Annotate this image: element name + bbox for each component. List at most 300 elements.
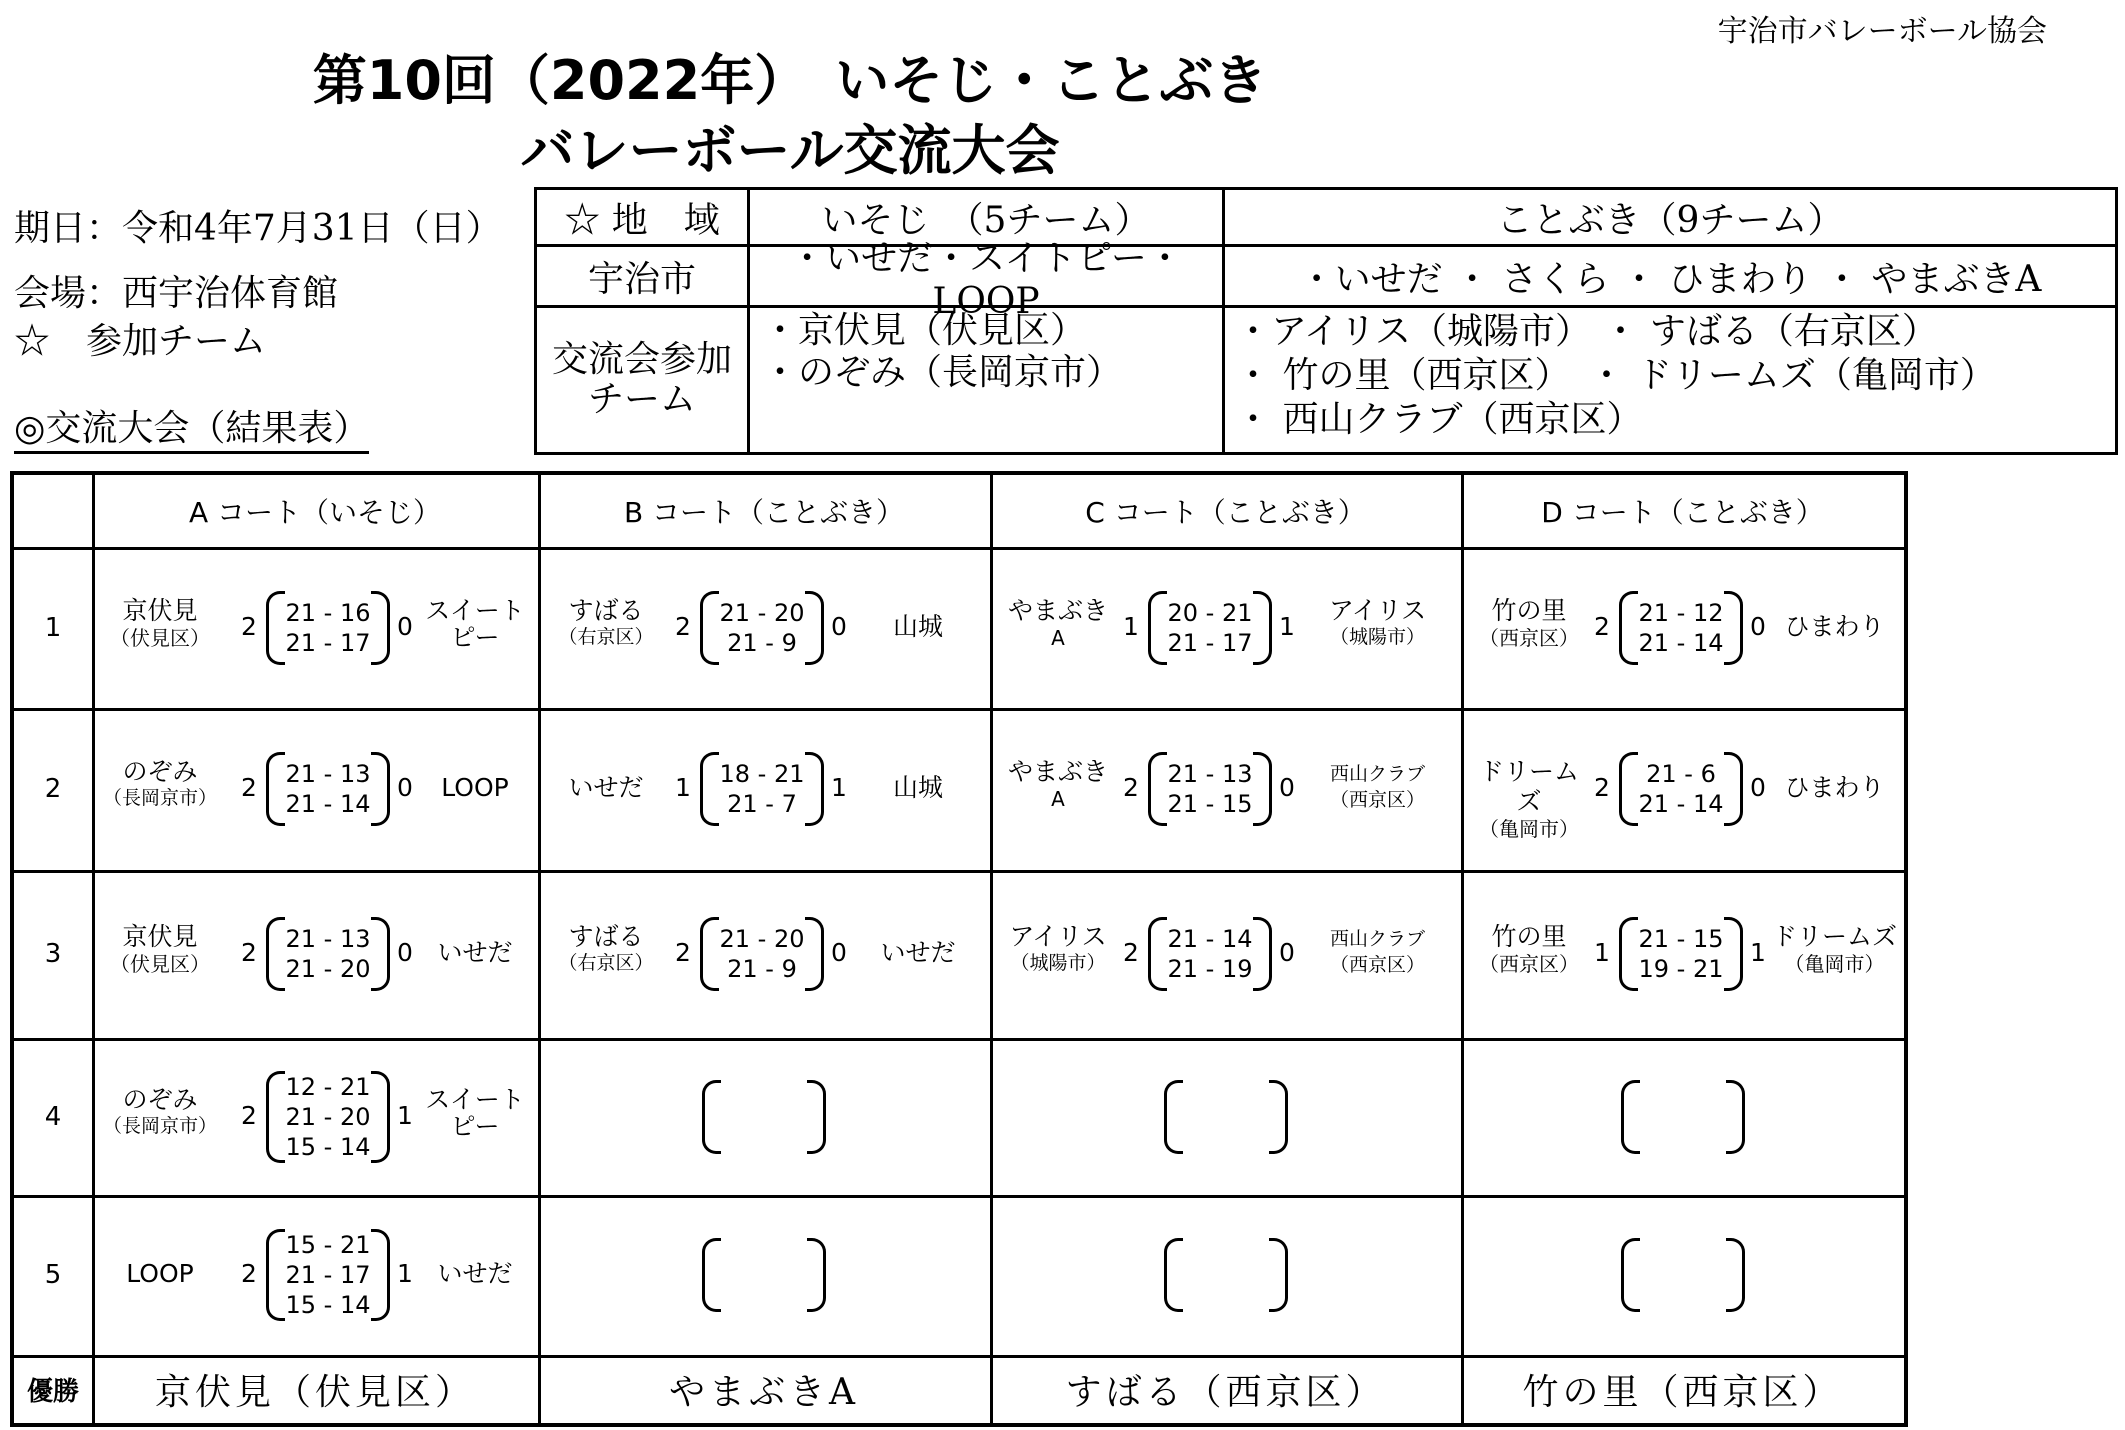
away-team	[418, 773, 532, 803]
guest-label-line2: チーム	[587, 379, 696, 420]
uji-isoji-teams: ・いせだ・スイトピー・LOOP	[750, 247, 1225, 308]
court-d-winner: 竹の里（西京区）	[1522, 1371, 1843, 1413]
team-table	[534, 187, 2118, 455]
home-sets-won: 2	[1594, 773, 1610, 802]
score-dash: -	[757, 628, 782, 657]
set-score	[266, 759, 390, 789]
match-cell	[92, 1038, 538, 1195]
team-name: ひまわり	[1784, 611, 1885, 641]
results-table	[10, 471, 1908, 1427]
away-team	[1771, 922, 1898, 976]
set-away-points: 20	[773, 598, 805, 627]
uji-kotobuki-teams: ・いせだ ・ さくら ・ ひまわり ・ やまぶきA	[1225, 247, 2115, 308]
match-cell	[538, 1038, 990, 1195]
score-dash: -	[316, 760, 340, 788]
set-home-points: 21	[727, 628, 758, 657]
set-away-points: 9	[781, 628, 797, 657]
home-sets-won: 2	[675, 938, 691, 967]
team-name: すばる	[568, 595, 644, 625]
team-area: （城陽市）	[1010, 952, 1106, 974]
home-sets-won: 2	[241, 1259, 257, 1288]
set-score	[1148, 954, 1272, 984]
score-dash: -	[1669, 925, 1693, 953]
away-sets-won: 1	[1750, 938, 1766, 967]
home-team	[98, 596, 222, 650]
home-team	[544, 773, 668, 803]
set-score	[1619, 924, 1743, 954]
set-away-points: 7	[781, 790, 797, 818]
match-cell	[538, 1195, 990, 1355]
team-name: すばる	[568, 922, 644, 951]
set-score	[700, 628, 824, 658]
round-number: 4	[44, 1101, 62, 1132]
team-area: A	[1051, 787, 1065, 811]
away-team	[418, 938, 532, 968]
set-away-points: 12	[1692, 598, 1724, 627]
score-dash: -	[316, 925, 340, 953]
score-dash: -	[1198, 955, 1222, 983]
set-away-points: 20	[339, 955, 371, 983]
score-bracket	[1164, 1238, 1288, 1312]
score-dash: -	[316, 628, 340, 657]
team-area: （西京区）	[1329, 789, 1425, 811]
set-score	[266, 1072, 390, 1102]
set-away-points: 14	[1692, 628, 1724, 657]
match-cell	[92, 870, 538, 1038]
team-name: スイート	[425, 1084, 525, 1114]
set-away-points: 14	[1221, 925, 1253, 953]
court-b-header: B コート（ことぶき）	[623, 496, 905, 529]
home-team	[996, 596, 1120, 650]
score-dash: -	[316, 790, 340, 818]
away-sets-won: 0	[397, 773, 413, 802]
set-away-points: 21	[1692, 955, 1724, 983]
score-bracket	[266, 752, 390, 826]
set-score	[266, 628, 390, 658]
set-home-points: 19	[1638, 955, 1670, 983]
score-bracket	[1148, 917, 1272, 991]
set-home-points: 21	[719, 598, 751, 627]
team-name: いせだ	[880, 938, 956, 967]
score-dash: -	[1669, 790, 1693, 818]
set-away-points: 17	[1221, 628, 1253, 657]
guest-kotobuki-line: ・アイリス（城陽市） ・ すばる（右京区）	[1235, 311, 1938, 352]
home-sets-won: 2	[241, 938, 257, 967]
match-cell	[990, 547, 1461, 708]
set-score	[700, 598, 824, 628]
match-cell	[1461, 870, 1904, 1038]
round-number: 3	[44, 939, 62, 969]
score-bracket	[1621, 1080, 1745, 1154]
set-score	[1619, 954, 1743, 984]
score-bracket	[700, 752, 824, 826]
set-score	[1148, 598, 1272, 628]
home-sets-won: 2	[241, 1100, 257, 1130]
team-name: 西山クラブ	[1329, 928, 1425, 950]
away-sets-won: 1	[397, 1259, 413, 1288]
guest-kotobuki-teams	[1225, 308, 2115, 452]
set-away-points: 6	[1700, 760, 1716, 788]
match-cell	[92, 708, 538, 870]
set-away-points: 16	[339, 598, 371, 627]
set-away-points: 14	[339, 790, 371, 818]
guest-label-line1: 交流会参加	[551, 339, 732, 380]
set-score	[1619, 598, 1743, 628]
away-team	[1771, 612, 1898, 642]
score-dash: -	[316, 1102, 340, 1131]
home-sets-won: 1	[675, 773, 691, 802]
teams-heading: ☆ 参加チーム	[14, 321, 267, 362]
match-cell	[538, 870, 990, 1038]
set-home-points: 21	[1167, 760, 1199, 788]
home-team	[544, 596, 668, 648]
team-name: いせだ	[437, 1259, 513, 1288]
score-bracket	[1619, 752, 1743, 826]
results-heading	[14, 400, 369, 451]
team-area: ピー	[450, 1111, 500, 1141]
team-name: のぞみ	[122, 757, 198, 786]
set-away-points: 21	[1221, 598, 1253, 627]
set-away-points: 14	[339, 1291, 371, 1319]
set-score	[1148, 924, 1272, 954]
set-home-points: 15	[285, 1231, 317, 1259]
home-team	[98, 757, 222, 809]
set-home-points: 21	[1638, 598, 1670, 627]
score-dash: -	[316, 1291, 340, 1319]
score-dash: -	[1669, 628, 1693, 657]
match-cell	[538, 708, 990, 870]
score-dash: -	[1198, 628, 1222, 657]
score-dash: -	[1198, 760, 1222, 788]
set-home-points: 21	[1167, 628, 1199, 657]
away-sets-won: 1	[831, 773, 847, 802]
set-home-points: 21	[1638, 925, 1670, 953]
set-home-points: 21	[285, 1102, 317, 1131]
isoji-header: いそじ （5チーム）	[750, 190, 1225, 247]
set-home-points: 15	[285, 1291, 317, 1319]
team-area: ピー	[450, 622, 500, 652]
score-dash: -	[750, 760, 774, 788]
guest-kotobuki-line: ・ 竹の里（西京区） ・ ドリームズ（亀岡市）	[1235, 355, 1996, 396]
team-area: （西京区）	[1479, 625, 1579, 650]
page-title: 第10回（2022年） いそじ・ことぶき	[312, 49, 1268, 112]
match-cell	[1461, 708, 1904, 870]
score-bracket	[266, 917, 390, 991]
set-home-points: 21	[285, 1261, 317, 1289]
round-number: 1	[44, 612, 62, 643]
court-a-header: A コート（いそじ）	[188, 496, 442, 529]
team-area: （長岡京市）	[102, 787, 217, 809]
set-away-points: 21	[339, 1231, 371, 1259]
home-team	[1467, 757, 1591, 841]
score-bracket	[266, 1229, 390, 1321]
home-team	[996, 757, 1120, 811]
results-heading-text: ◎交流大会（結果表）	[14, 408, 369, 454]
set-away-points: 15	[1221, 790, 1253, 818]
set-home-points: 21	[727, 955, 758, 983]
away-sets-won: 0	[397, 938, 413, 967]
set-home-points: 20	[1167, 598, 1199, 627]
score-dash: -	[1198, 790, 1222, 818]
match-cell	[538, 547, 990, 708]
region-label: ☆ 地 域	[537, 190, 750, 247]
home-sets-won: 1	[1123, 611, 1139, 641]
score-bracket	[1164, 1080, 1288, 1154]
match-cell	[1461, 1195, 1904, 1355]
set-score	[266, 1260, 390, 1290]
court-c-header: C コート（ことぶき）	[1085, 496, 1366, 529]
away-sets-won: 0	[1279, 773, 1295, 802]
away-sets-won: 0	[1279, 938, 1295, 967]
home-team	[544, 922, 668, 974]
score-bracket	[1619, 917, 1743, 991]
guest-isoji-line: ・のぞみ（長岡京市）	[762, 352, 1123, 393]
score-dash: -	[750, 925, 774, 953]
team-area: （右京区）	[558, 625, 654, 648]
team-name: 京伏見	[122, 922, 198, 951]
set-home-points: 12	[285, 1072, 317, 1101]
match-cell	[990, 1038, 1461, 1195]
away-sets-won: 0	[831, 611, 847, 641]
away-sets-won: 1	[397, 1100, 413, 1130]
away-team	[852, 938, 984, 968]
set-home-points: 21	[1167, 955, 1199, 983]
guest-isoji-line: ・京伏見（伏見区）	[762, 310, 1087, 351]
set-away-points: 13	[339, 925, 371, 953]
set-away-points: 14	[339, 1132, 371, 1161]
set-away-points: 21	[773, 760, 805, 788]
team-area: （右京区）	[558, 952, 654, 974]
away-sets-won: 0	[1750, 611, 1766, 641]
away-team	[1300, 757, 1455, 811]
score-dash: -	[316, 598, 340, 627]
team-area: A	[1051, 625, 1065, 650]
set-away-points: 19	[1221, 955, 1253, 983]
set-score	[700, 954, 824, 984]
set-score	[700, 789, 824, 819]
court-c-winner: すばる（西京区）	[1065, 1371, 1386, 1413]
away-sets-won: 1	[1279, 611, 1295, 641]
score-dash: -	[757, 955, 782, 983]
home-team	[1467, 596, 1591, 650]
team-name: LOOP	[441, 773, 509, 802]
set-score	[266, 1102, 390, 1132]
team-name: アイリス	[1328, 595, 1427, 625]
set-home-points: 21	[285, 628, 317, 657]
match-cell	[92, 547, 538, 708]
set-score	[266, 1290, 390, 1320]
set-away-points: 13	[1221, 760, 1253, 788]
page-subtitle: バレーボール交流大会	[520, 119, 1060, 182]
team-name: 竹の里	[1491, 922, 1567, 951]
away-sets-won: 0	[397, 611, 413, 641]
score-bracket	[700, 591, 824, 665]
match-cell	[1461, 1038, 1904, 1195]
match-cell	[990, 708, 1461, 870]
set-away-points: 21	[339, 1072, 371, 1101]
set-score	[266, 924, 390, 954]
court-b-winner: やまぶきA	[669, 1371, 859, 1413]
set-score	[1619, 759, 1743, 789]
set-away-points: 13	[339, 760, 371, 788]
team-name: 竹の里	[1491, 595, 1567, 625]
away-team	[852, 773, 984, 803]
set-score	[1619, 789, 1743, 819]
score-dash: -	[757, 790, 782, 818]
set-home-points: 21	[1167, 925, 1199, 953]
score-dash: -	[750, 598, 774, 627]
team-area: （伏見区）	[110, 625, 210, 650]
organizer: 宇治市バレーボール協会	[1717, 14, 2047, 49]
team-name: 京伏見	[122, 595, 198, 625]
team-name: いせだ	[568, 773, 644, 802]
round-number: 2	[44, 774, 62, 804]
home-team	[98, 922, 222, 976]
set-home-points: 21	[285, 790, 317, 818]
set-score	[1148, 759, 1272, 789]
match-cell	[1461, 547, 1904, 708]
team-area: （西京区）	[1329, 954, 1425, 976]
away-team	[852, 612, 984, 642]
set-home-points: 15	[285, 1132, 317, 1161]
score-bracket	[700, 917, 824, 991]
score-bracket	[1148, 591, 1272, 665]
set-home-points: 21	[1638, 790, 1670, 818]
court-a-winner: 京伏見（伏見区）	[154, 1371, 475, 1413]
set-home-points: 21	[285, 598, 317, 627]
set-away-points: 20	[339, 1102, 371, 1131]
set-score	[266, 1132, 390, 1162]
event-venue: 会場：西宇治体育館	[14, 273, 339, 314]
set-away-points: 17	[339, 628, 371, 657]
set-home-points: 21	[1638, 628, 1670, 657]
round-number: 5	[44, 1260, 62, 1290]
home-sets-won: 1	[1594, 938, 1610, 967]
team-area: （亀岡市）	[1479, 817, 1579, 841]
score-dash: -	[316, 1261, 340, 1289]
set-score	[266, 598, 390, 628]
guest-kotobuki-line: ・ 西山クラブ（西京区）	[1235, 399, 1643, 440]
winner-label: 優勝	[26, 1376, 79, 1407]
score-bracket	[266, 1071, 390, 1163]
score-bracket	[702, 1080, 826, 1154]
team-area: （西京区）	[1479, 952, 1579, 976]
team-area: （長岡京市）	[102, 1114, 217, 1137]
away-team	[1771, 773, 1898, 803]
team-name: やまぶき	[1007, 595, 1108, 625]
set-score	[700, 759, 824, 789]
guest-isoji-teams	[750, 308, 1225, 452]
score-dash: -	[316, 1132, 340, 1161]
home-team	[1467, 922, 1591, 976]
set-score	[700, 924, 824, 954]
match-cell	[990, 870, 1461, 1038]
set-home-points: 21	[719, 925, 751, 953]
score-dash: -	[1676, 760, 1701, 788]
team-name: 山城	[892, 773, 943, 802]
score-dash: -	[1669, 598, 1693, 627]
home-sets-won: 2	[1123, 938, 1139, 967]
away-team	[418, 1085, 532, 1139]
team-name: ドリームズ	[1771, 922, 1897, 951]
home-sets-won: 2	[241, 611, 257, 641]
team-name: のぞみ	[122, 1084, 198, 1114]
score-dash: -	[316, 1231, 340, 1259]
away-team	[1300, 596, 1455, 648]
set-home-points: 18	[719, 760, 751, 788]
team-name: 山城	[892, 611, 943, 641]
team-name: ひまわり	[1784, 773, 1885, 802]
guest-label	[537, 308, 750, 452]
team-area: （亀岡市）	[1784, 952, 1885, 976]
set-score	[266, 789, 390, 819]
match-cell	[92, 1195, 538, 1355]
set-away-points: 9	[781, 955, 797, 983]
score-bracket	[1621, 1238, 1745, 1312]
set-home-points: 21	[727, 790, 758, 818]
set-score	[266, 1230, 390, 1260]
set-home-points: 21	[285, 925, 317, 953]
score-dash: -	[1198, 925, 1222, 953]
team-name: LOOP	[126, 1259, 194, 1288]
home-sets-won: 2	[1594, 611, 1610, 641]
match-cell	[990, 1195, 1461, 1355]
team-name: いせだ	[437, 938, 513, 967]
set-home-points: 21	[285, 760, 317, 788]
team-area: （城陽市）	[1329, 625, 1425, 648]
set-score	[1619, 628, 1743, 658]
score-bracket	[702, 1238, 826, 1312]
event-date: 期日：令和4年7月31日（日）	[14, 208, 502, 249]
away-sets-won: 0	[1750, 773, 1766, 802]
set-away-points: 15	[1692, 925, 1724, 953]
set-away-points: 14	[1692, 790, 1724, 818]
score-bracket	[266, 591, 390, 665]
home-team	[98, 1259, 222, 1289]
team-name: アイリス	[1009, 922, 1107, 951]
home-team	[98, 1085, 222, 1137]
score-bracket	[1619, 591, 1743, 665]
team-area: （伏見区）	[110, 952, 210, 976]
score-dash: -	[1198, 598, 1222, 627]
team-name: 西山クラブ	[1329, 763, 1425, 785]
away-team	[418, 596, 532, 650]
set-away-points: 20	[773, 925, 805, 953]
away-sets-won: 0	[831, 938, 847, 967]
away-team	[1300, 922, 1455, 976]
home-sets-won: 2	[241, 773, 257, 802]
uji-label: 宇治市	[537, 247, 750, 308]
set-away-points: 17	[339, 1261, 371, 1289]
away-team	[418, 1259, 532, 1289]
home-team	[996, 922, 1120, 974]
home-sets-won: 2	[1123, 773, 1139, 802]
team-name: スイート	[425, 595, 525, 625]
kotobuki-header: ことぶき（9チーム）	[1225, 190, 2115, 247]
set-home-points: 21	[1646, 760, 1677, 788]
home-sets-won: 2	[675, 611, 691, 641]
score-dash: -	[1669, 955, 1693, 983]
set-score	[1148, 789, 1272, 819]
team-name: やまぶき	[1007, 757, 1108, 786]
set-home-points: 21	[1167, 790, 1199, 818]
score-dash: -	[316, 955, 340, 983]
set-home-points: 21	[285, 955, 317, 983]
score-dash: -	[316, 1072, 340, 1101]
set-score	[1148, 628, 1272, 658]
court-d-header: D コート（ことぶき）	[1541, 496, 1824, 529]
set-score	[266, 954, 390, 984]
